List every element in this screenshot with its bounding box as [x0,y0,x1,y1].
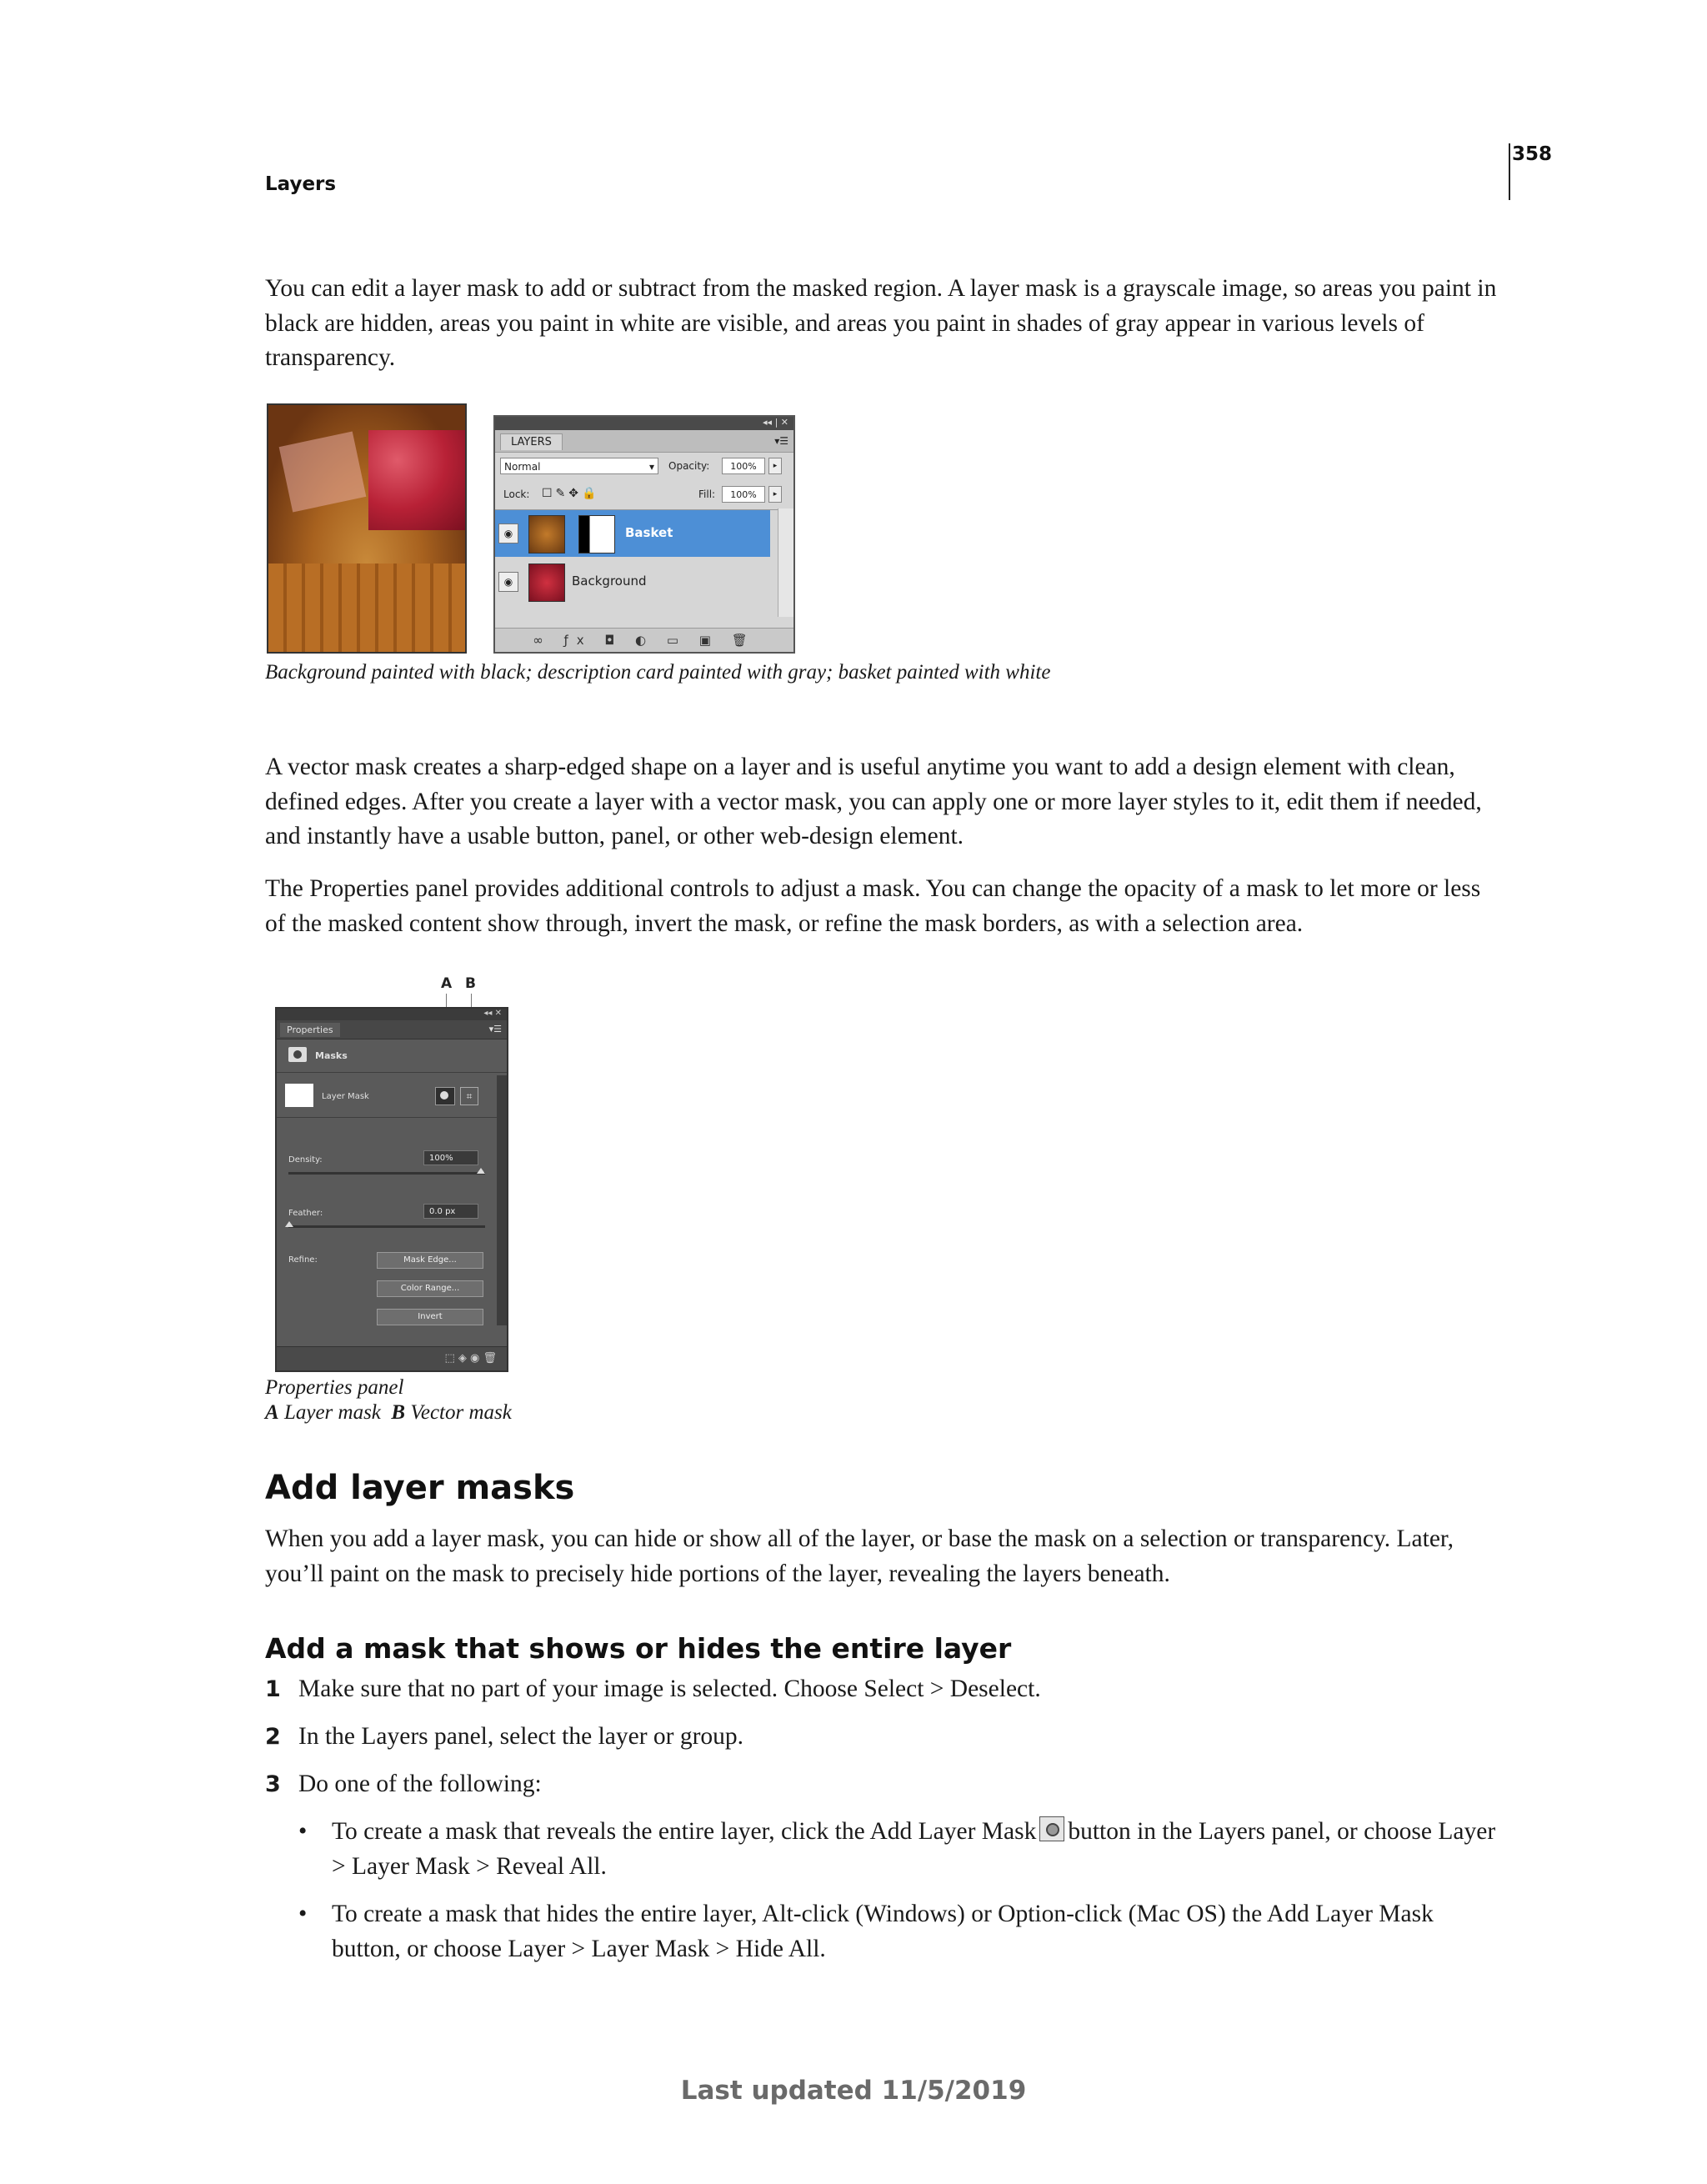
bullet-text [332,1815,1499,1884]
running-header: Layers [265,173,337,195]
feather-slider[interactable] [288,1225,485,1228]
layer-row-background[interactable] [495,559,770,605]
step-text: Do one of the following: [298,1771,542,1797]
lock-icons[interactable]: ☐✎✥🔒 [542,487,600,500]
header-rule [1509,143,1510,200]
density-slider[interactable] [288,1172,485,1175]
callout-a-label: A [441,975,453,992]
density-slider-knob[interactable] [477,1168,485,1174]
basket [268,564,465,652]
panel-menu-icon[interactable]: ▾☰ [488,1024,502,1034]
layer-thumbnail [528,515,565,554]
layers-tab-row [495,430,793,453]
section-heading: Add layer masks [265,1469,575,1507]
properties-scrollbar[interactable] [497,1075,507,1325]
properties-tab-row [277,1020,507,1039]
collapse-close-icon[interactable]: ◂◂ | ✕ [763,417,788,428]
figure2-caption-title: Properties panel [265,1376,404,1399]
bullet-text-end: button in the Layers panel, or choose Layer > Layer Mask > Reveal All. [332,1818,1496,1880]
figure2-caption-legend [265,1400,512,1425]
refine-label: Refine: [288,1255,318,1265]
masks-header [277,1039,507,1073]
density-label: Density: [288,1155,323,1165]
opacity-label: Opacity: [668,460,710,472]
step-text: In the Layers panel, select the layer or group. [298,1723,744,1750]
collapse-close-icon[interactable]: ◂◂ ✕ [483,1009,502,1018]
bullet-text-start: To create a mask that reveals the entire layer, click the Add Layer Mask [332,1818,1037,1845]
layer-thumbnail [528,564,565,602]
step-number: 1 [265,1676,281,1702]
layer-name-background: Background [572,574,647,589]
properties-panel [275,1007,508,1372]
feather-slider-knob[interactable] [285,1221,293,1227]
properties-titlebar [277,1009,507,1020]
paragraph-add-layer-mask: When you add a layer mask, you can hide or show all of the layer, or base the mask on a selection or transparency. Later, you’ll paint on the mask to precisely hide portions of the layer, revealing the layers beneath. [265,1525,1454,1587]
paragraph-layer-mask: You can edit a layer mask to add or subtract from the masked region. A layer mask is a grayscale image, so areas you paint in black are hidden, areas you paint in white are visible, and areas you paint in shades of gray appear in various levels of transparency. [265,275,1497,371]
blend-mode-select[interactable]: Normal ▾ [500,458,658,474]
mask-icon [288,1047,307,1062]
layer-mask-button[interactable] [435,1087,455,1105]
layer-row-basket[interactable] [495,510,770,557]
bullet-dot: • [298,1818,308,1845]
feather-label: Feather: [288,1209,323,1218]
legend-b-letter: B [391,1401,406,1424]
visibility-eye-icon[interactable]: ◉ [498,572,518,592]
bullet-text: To create a mask that hides the entire layer, Alt-click (Windows) or Option-click (Mac OS) the Add Layer Mask button, or choose Layer > Layer Mask > Hide All. [332,1901,1434,1962]
tab-layers[interactable]: LAYERS [500,433,563,450]
legend-a-letter: A [265,1401,279,1424]
density-field[interactable]: 100% [423,1150,478,1165]
mask-thumbnail[interactable] [578,515,615,554]
paragraph-properties-panel: The Properties panel provides additional controls to adjust a mask. You can change the opacity of a mask to let more or less of the masked content show through, invert the mask, or refine the mask borders, as with a selection area. [265,875,1481,937]
layers-titlebar [495,417,793,430]
step-number: 2 [265,1724,281,1750]
layer-name-basket: Basket [625,525,673,540]
panel-menu-icon[interactable]: ▾☰ [774,435,788,447]
figure1-caption: Background painted with black; description card painted with gray; basket painted with white [265,661,1051,684]
vector-mask-button[interactable]: ⌗ [460,1087,478,1105]
mask-edge-button[interactable]: Mask Edge... [377,1252,483,1269]
tab-properties[interactable]: Properties [280,1023,340,1037]
legend-b-text: Vector mask [410,1401,512,1424]
description-card [279,432,367,513]
step-number: 3 [265,1771,281,1797]
blend-row [495,453,793,481]
layer-mask-swatch [285,1084,313,1107]
bullet-dot: • [298,1901,308,1927]
red-vegetables [368,430,465,530]
add-layer-mask-icon [1039,1816,1064,1841]
visibility-eye-icon[interactable]: ◉ [498,523,518,543]
legend-a-text: Layer mask [283,1401,381,1424]
layers-panel [493,415,795,654]
opacity-arrow-icon[interactable]: ▸ [768,458,782,474]
opacity-field[interactable]: 100% [722,458,765,474]
fill-field[interactable]: 100% [722,486,765,503]
color-range-button[interactable]: Color Range... [377,1280,483,1297]
masks-label: Masks [315,1050,348,1061]
invert-button[interactable]: Invert [377,1309,483,1325]
properties-bottom-toolbar[interactable]: ⬚ ◈ ◉ 🗑 [277,1346,507,1370]
page-number: 358 [1512,143,1553,165]
lock-row [495,481,793,510]
callout-b-label: B [465,975,476,992]
basket-photo [267,403,467,654]
footer-last-updated: Last updated 11/5/2019 [680,2076,1027,2106]
layer-mask-label: Layer Mask [322,1092,369,1101]
figure2-caption [265,1375,512,1425]
layer-mask-row [277,1074,507,1118]
layers-scrollbar[interactable] [778,508,793,617]
feather-field[interactable]: 0.0 px [423,1204,478,1219]
paragraph-vector-mask: A vector mask creates a sharp-edged shape on a layer and is useful anytime you want to add a design element with clean, defined edges. After you create a layer with a vector mask, you can apply one or more layer styles to it, edit them if needed, and instantly have a usable button, panel, or other web-design element. [265,754,1482,849]
subsection-heading: Add a mask that shows or hides the entire layer [265,1632,1012,1665]
fill-label: Fill: [698,488,716,500]
layers-bottom-toolbar[interactable]: ∞ ƒx ◘ ◐ ▭ ▣ 🗑 [495,628,793,652]
step-text: Make sure that no part of your image is selected. Choose Select > Deselect. [298,1676,1041,1702]
fill-arrow-icon[interactable]: ▸ [768,486,782,503]
lock-label: Lock: [503,488,530,500]
